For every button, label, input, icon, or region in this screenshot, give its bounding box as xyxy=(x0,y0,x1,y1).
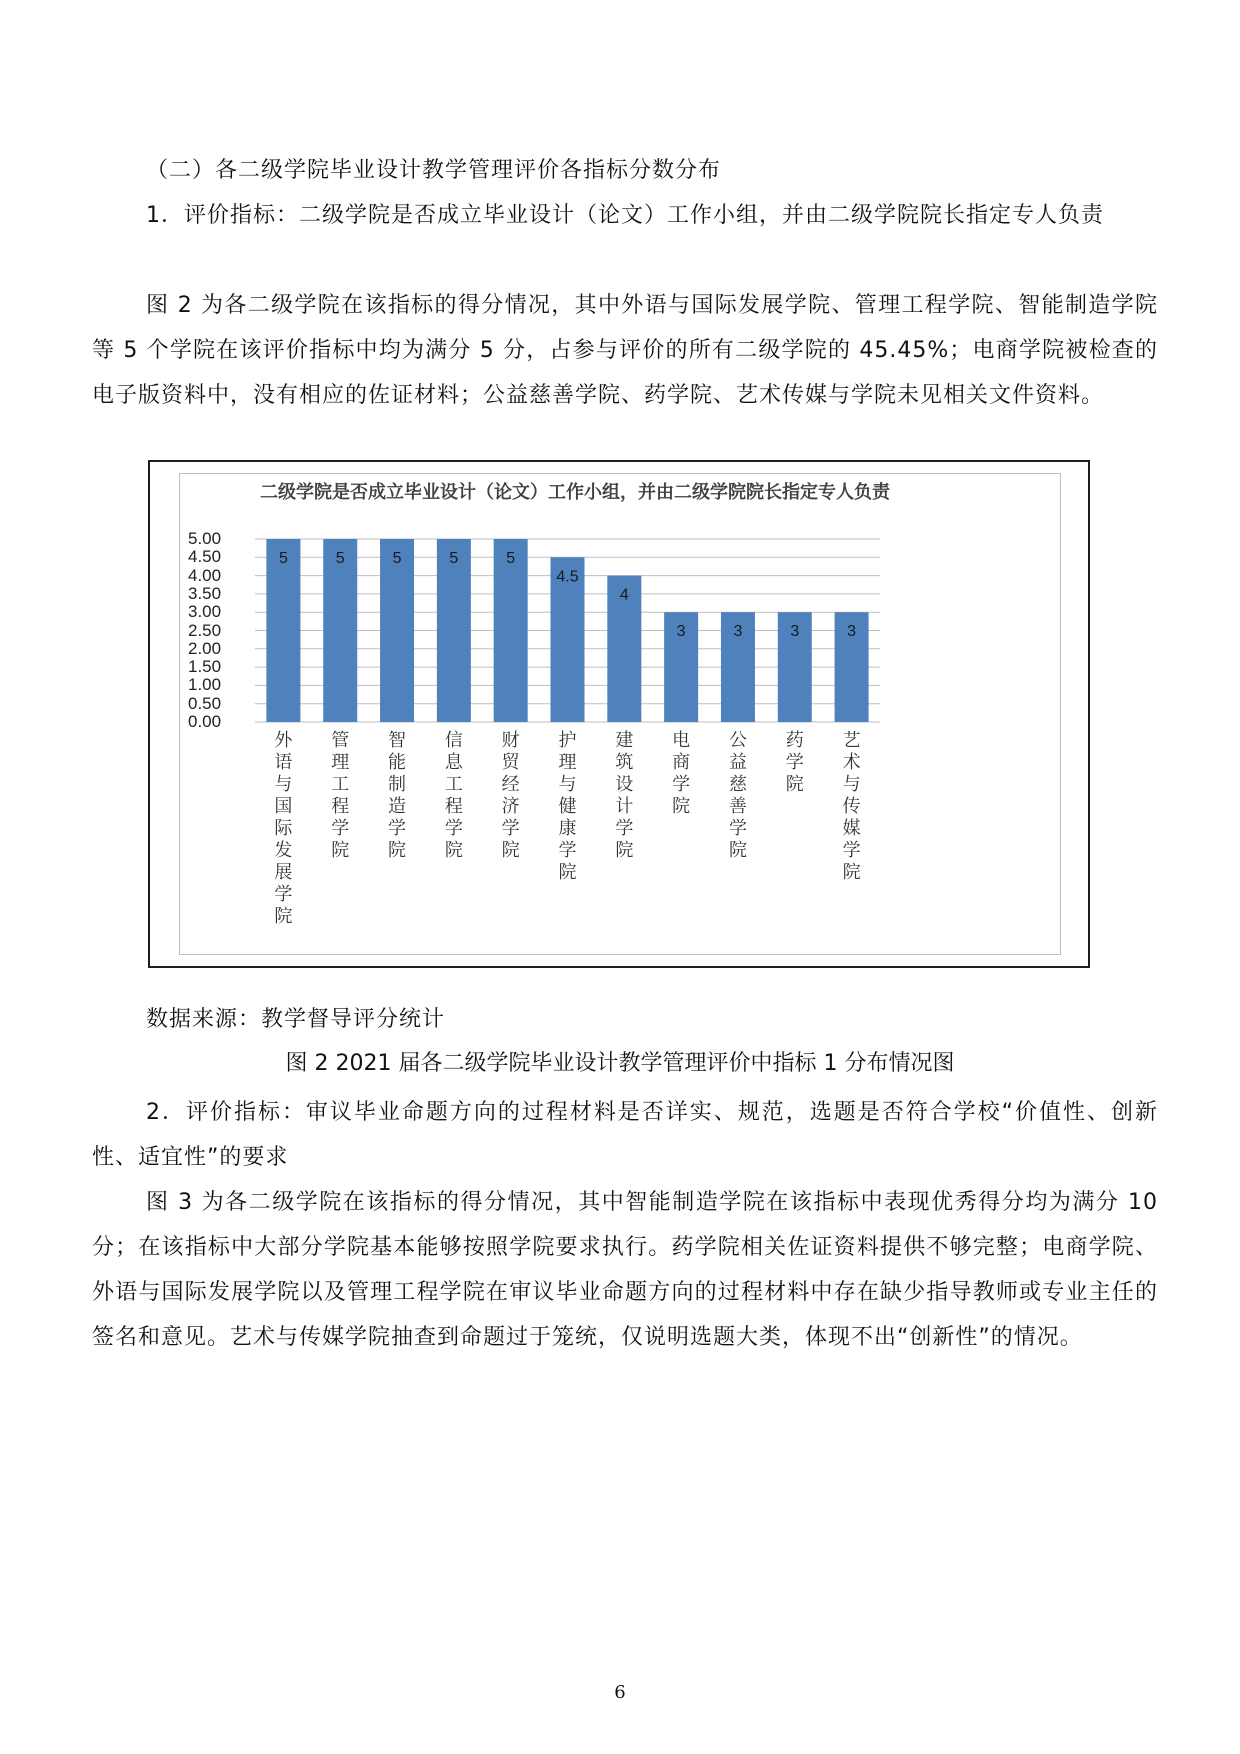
bar-chart xyxy=(180,474,1060,954)
y-tick-label: 3.00 xyxy=(188,602,222,622)
y-tick-label: 1.00 xyxy=(188,675,222,695)
x-tick-label: 公益慈善学院 xyxy=(728,730,747,861)
bar-data-label: 3 xyxy=(847,623,857,641)
section-heading: （二）各二级学院毕业设计教学管理评价各指标分数分布 xyxy=(146,158,722,183)
y-tick-label: 0.50 xyxy=(188,693,222,713)
x-tick-label: 护理与健康学院 xyxy=(558,730,577,883)
paragraph-2: 图 3 为各二级学院在该指标的得分情况，其中智能制造学院在该指标中表现优秀得分均为满分 10 分；在该指标中大部分学院基本能够按照学院要求执行。药学院相关佐证资料提供不够完整；电商学院、外语与国际发展学院以及管理工程学院在审议毕业命题方向的过程材料中存在缺少指导教师或专业主任的签名和意见。艺术与传媒学院抽查到命题过于笼统，仅说明选题大类，体现不出“创新性”的情况。 xyxy=(92,1190,1158,1350)
paragraph-1: 图 2 为各二级学院在该指标的得分情况，其中外语与国际发展学院、管理工程学院、智能制造学院等 5 个学院在该评价指标中均为满分 5 分，占参与评价的所有二级学院的 45.45%；电商学院被检查的电子版资料中，没有相应的佐证材料；公益慈善学院、药学院、艺术传媒与学院未见相关文件资料。 xyxy=(92,293,1158,408)
y-tick-label: 2.00 xyxy=(188,638,222,658)
figure-caption: 图 2 2021 届各二级学院毕业设计教学管理评价中指标 1 分布情况图 xyxy=(285,1051,955,1076)
y-tick-label: 1.50 xyxy=(188,657,222,677)
y-tick-label: 4.50 xyxy=(188,547,222,567)
chart-frame xyxy=(148,460,1090,968)
x-tick-label: 电商学院 xyxy=(672,730,691,817)
bar-data-label: 5 xyxy=(392,550,402,567)
bar-data-label: 5 xyxy=(335,550,345,567)
x-tick-label: 外语与国际发展学院 xyxy=(274,730,293,927)
chart-title: 二级学院是否成立毕业设计（论文）工作小组，并由二级学院院长指定专人负责 xyxy=(260,482,890,503)
data-source: 数据来源：教学督导评分统计 xyxy=(146,1007,446,1032)
indicator-1-text: 1．评价指标：二级学院是否成立毕业设计（论文）工作小组，并由二级学院院长指定专人负责 xyxy=(146,203,1105,228)
y-tick-label: 3.50 xyxy=(188,583,222,603)
x-tick-label: 艺术与传媒学院 xyxy=(842,730,861,883)
bar-data-label: 5 xyxy=(506,550,516,567)
y-tick-label: 4.00 xyxy=(188,565,222,585)
bar-data-label: 5 xyxy=(278,550,288,567)
x-tick-label: 财贸经济学院 xyxy=(501,730,520,861)
bar-data-label: 4 xyxy=(619,586,629,604)
y-tick-label: 5.00 xyxy=(188,529,222,548)
bar-data-label: 3 xyxy=(733,623,743,641)
bar-data-label: 3 xyxy=(790,623,800,641)
bar-data-label: 5 xyxy=(449,550,459,567)
x-tick-label: 智能制造学院 xyxy=(388,730,407,861)
y-tick-label: 2.50 xyxy=(188,620,222,640)
page-number: 6 xyxy=(614,1682,626,1703)
y-tick-label: 0.00 xyxy=(188,712,222,731)
x-tick-label: 建筑设计学院 xyxy=(615,730,634,861)
chart-area xyxy=(179,473,1061,955)
bar-data-label: 4.5 xyxy=(556,568,579,586)
x-tick-label: 管理工程学院 xyxy=(331,730,350,861)
bar-data-label: 3 xyxy=(676,623,686,641)
x-tick-label: 药学院 xyxy=(785,730,804,795)
x-tick-label: 信息工程学院 xyxy=(444,730,463,861)
indicator-2-text: 2．评价指标：审议毕业命题方向的过程材料是否详实、规范，选题是否符合学校“价值性、创新性、适宜性”的要求 xyxy=(92,1100,1158,1170)
